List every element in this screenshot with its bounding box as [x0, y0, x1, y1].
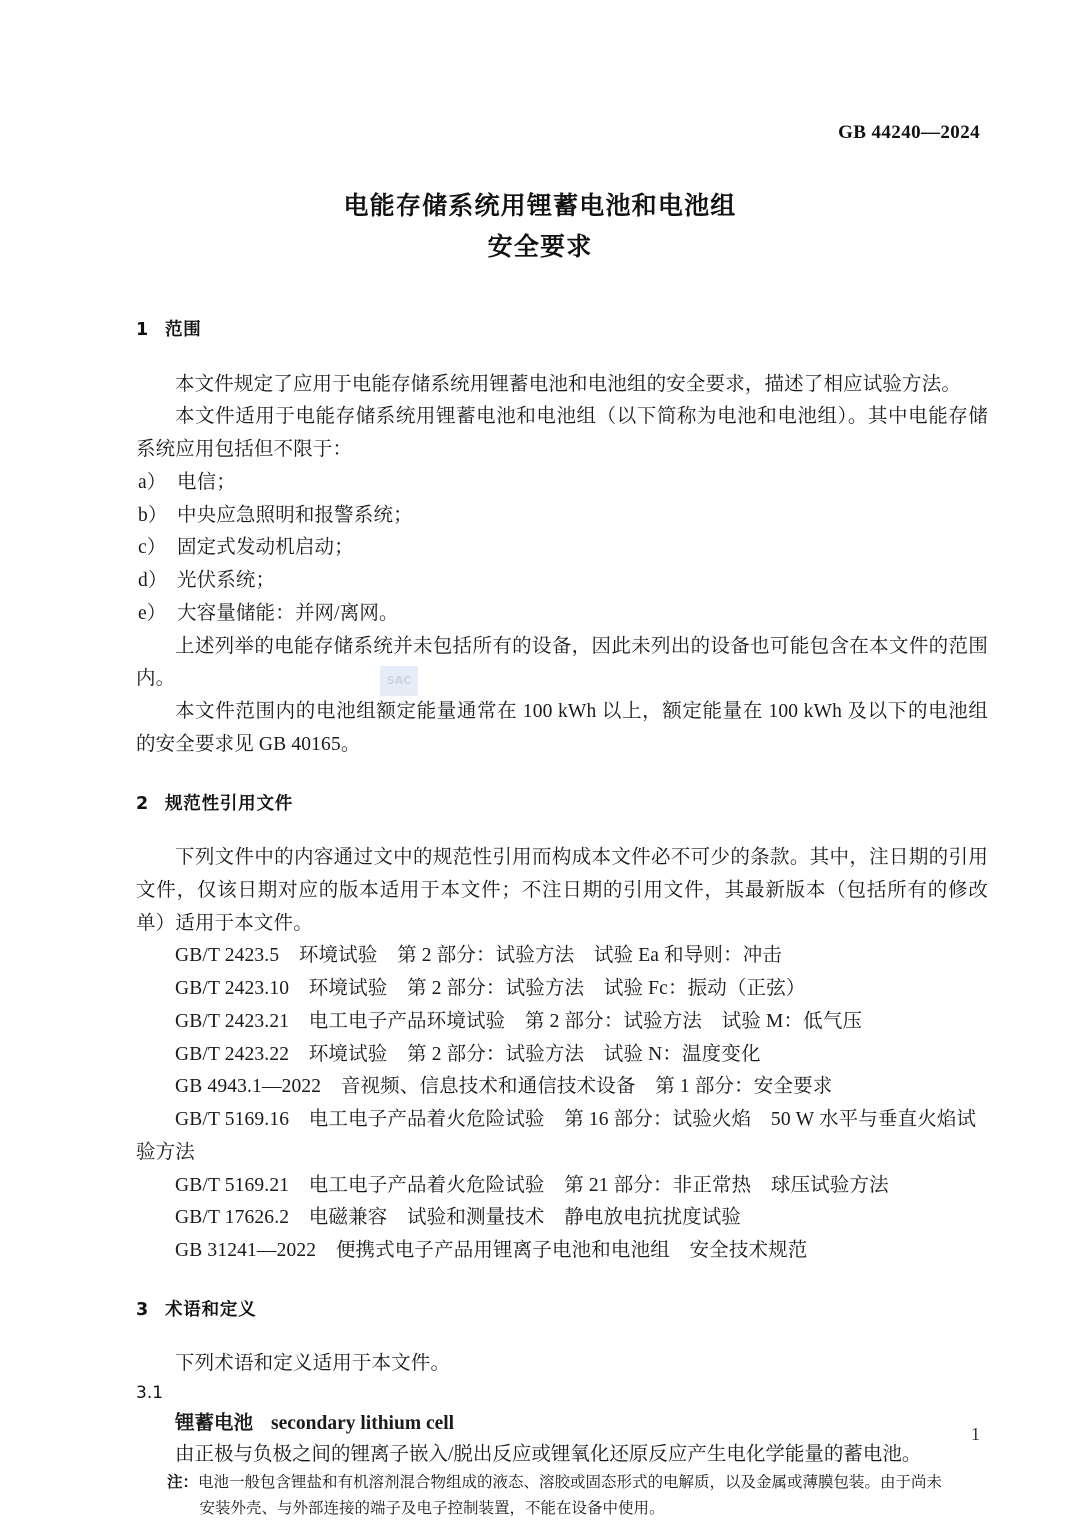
document-body [136, 318, 988, 1521]
standard-code-header: GB 44240—2024 [838, 122, 980, 143]
document-title-line-1: 电能存储系统用锂蓄电池和电池组 [343, 191, 737, 220]
list-item-text: 电信； [176, 471, 236, 493]
list-item [136, 565, 988, 598]
list-item-marker: b） [137, 504, 168, 526]
list-item-marker: c） [137, 537, 167, 559]
term-chinese: 锂蓄电池 [175, 1410, 254, 1434]
clause-2-number: 2 [136, 793, 149, 814]
document-title [0, 186, 1080, 267]
list-item [136, 598, 988, 631]
list-item-text: 固定式发动机启动； [176, 537, 354, 559]
subclause-3-1-number: 3.1 [136, 1383, 164, 1403]
reference-item: GB/T 5169.16 电工电子产品着火危险试验 第 16 部分：试验火焰 50 W 水平与垂直火焰试验方法 [136, 1109, 977, 1163]
clause-3-number: 3 [136, 1299, 149, 1320]
reference-item: GB/T 17626.2 电磁兼容 试验和测量技术 静电放电抗扰度试验 [175, 1207, 742, 1229]
list-item-text: 中央应急照明和报警系统； [176, 504, 413, 526]
list-item [136, 500, 988, 533]
clause-1-paragraph-2: 本文件适用于电能存储系统用锂蓄电池和电池组（以下简称为电池和电池组）。其中电能存储系统应用包括但不限于： [136, 406, 988, 460]
term-english: secondary lithium cell [271, 1412, 455, 1434]
term-entry-heading [136, 1407, 988, 1439]
list-item [136, 532, 988, 565]
note-label: 注： [167, 1473, 199, 1492]
list-item-marker: d） [137, 570, 168, 591]
term-note [136, 1470, 988, 1521]
clause-1-paragraph-3: 上述列举的电能存储系统并未包括所有的设备，因此未列出的设备也可能包含在本文件的范围内。 [136, 635, 988, 690]
list-item-marker: e） [137, 602, 167, 624]
list-item-text: 光伏系统； [176, 570, 276, 591]
clause-1-paragraph-1: 本文件规定了应用于电能存储系统用锂蓄电池和电池组的安全要求，描述了相应试验方法。 [175, 373, 962, 395]
clause-2-title: 规范性引用文件 [164, 793, 294, 814]
clause-3-paragraph-1: 下列术语和定义适用于本文件。 [175, 1353, 451, 1375]
clause-1-number: 1 [136, 320, 149, 340]
clause-2-heading [136, 792, 988, 817]
clause-1-paragraph-4: 本文件范围内的电池组额定能量通常在 100 kWh 以上，额定能量在 100 kWh 及以下的电池组的安全要求见 GB 40165。 [136, 701, 988, 755]
reference-item: GB/T 2423.10 环境试验 第 2 部分：试验方法 试验 Fc：振动（正弦） [175, 978, 806, 999]
clause-1-heading [136, 318, 988, 343]
clause-3-heading [136, 1298, 988, 1323]
list-item [136, 467, 988, 500]
note-text: 电池一般包含锂盐和有机溶剂混合物组成的液态、溶胶或固态形式的电解质，以及金属或薄膜包装。由于尚未 [198, 1474, 943, 1492]
normative-references-list [136, 940, 988, 1268]
document-title-line-2: 安全要求 [487, 231, 593, 261]
svg-text:SAC: SAC [386, 674, 412, 687]
term-definition: 由正极与负极之间的锂离子嵌入/脱出反应或锂氧化还原反应产生电化学能量的蓄电池。 [175, 1443, 922, 1465]
clause-1-application-list [136, 467, 988, 631]
clause-3-title: 术语和定义 [164, 1299, 257, 1320]
reference-item: GB/T 5169.21 电工电子产品着火危险试验 第 21 部分：非正常热 球压试验方法 [175, 1174, 889, 1196]
reference-item: GB 4943.1—2022 音视频、信息技术和通信技术设备 第 1 部分：安全要求 [175, 1076, 833, 1098]
clause-2-paragraph-1: 下列文件中的内容通过文中的规范性引用而构成本文件必不可少的条款。其中，注日期的引用文件，仅该日期对应的版本适用于本文件；不注日期的引用文件，其最新版本（包括所有的修改单）适用于本文件。 [136, 847, 988, 934]
reference-item: GB/T 2423.22 环境试验 第 2 部分：试验方法 试验 N：温度变化 [175, 1043, 761, 1065]
reference-item: GB 31241—2022 便携式电子产品用锂离子电池和电池组 安全技术规范 [175, 1240, 808, 1261]
list-item-marker: a） [137, 471, 167, 493]
reference-item: GB/T 2423.21 电工电子产品环境试验 第 2 部分：试验方法 试验 M：低气压 [175, 1010, 863, 1032]
clause-1-title: 范围 [164, 320, 202, 340]
reference-item: GB/T 2423.5 环境试验 第 2 部分：试验方法 试验 Ea 和导则：冲击 [175, 945, 783, 967]
list-item-text: 大容量储能：并网/离网。 [176, 602, 399, 624]
page-number: 1 [971, 1424, 980, 1444]
note-text-continued: 安装外壳、与外部连接的端子及电子控制装置，不能在设备中使用。 [199, 1499, 665, 1517]
